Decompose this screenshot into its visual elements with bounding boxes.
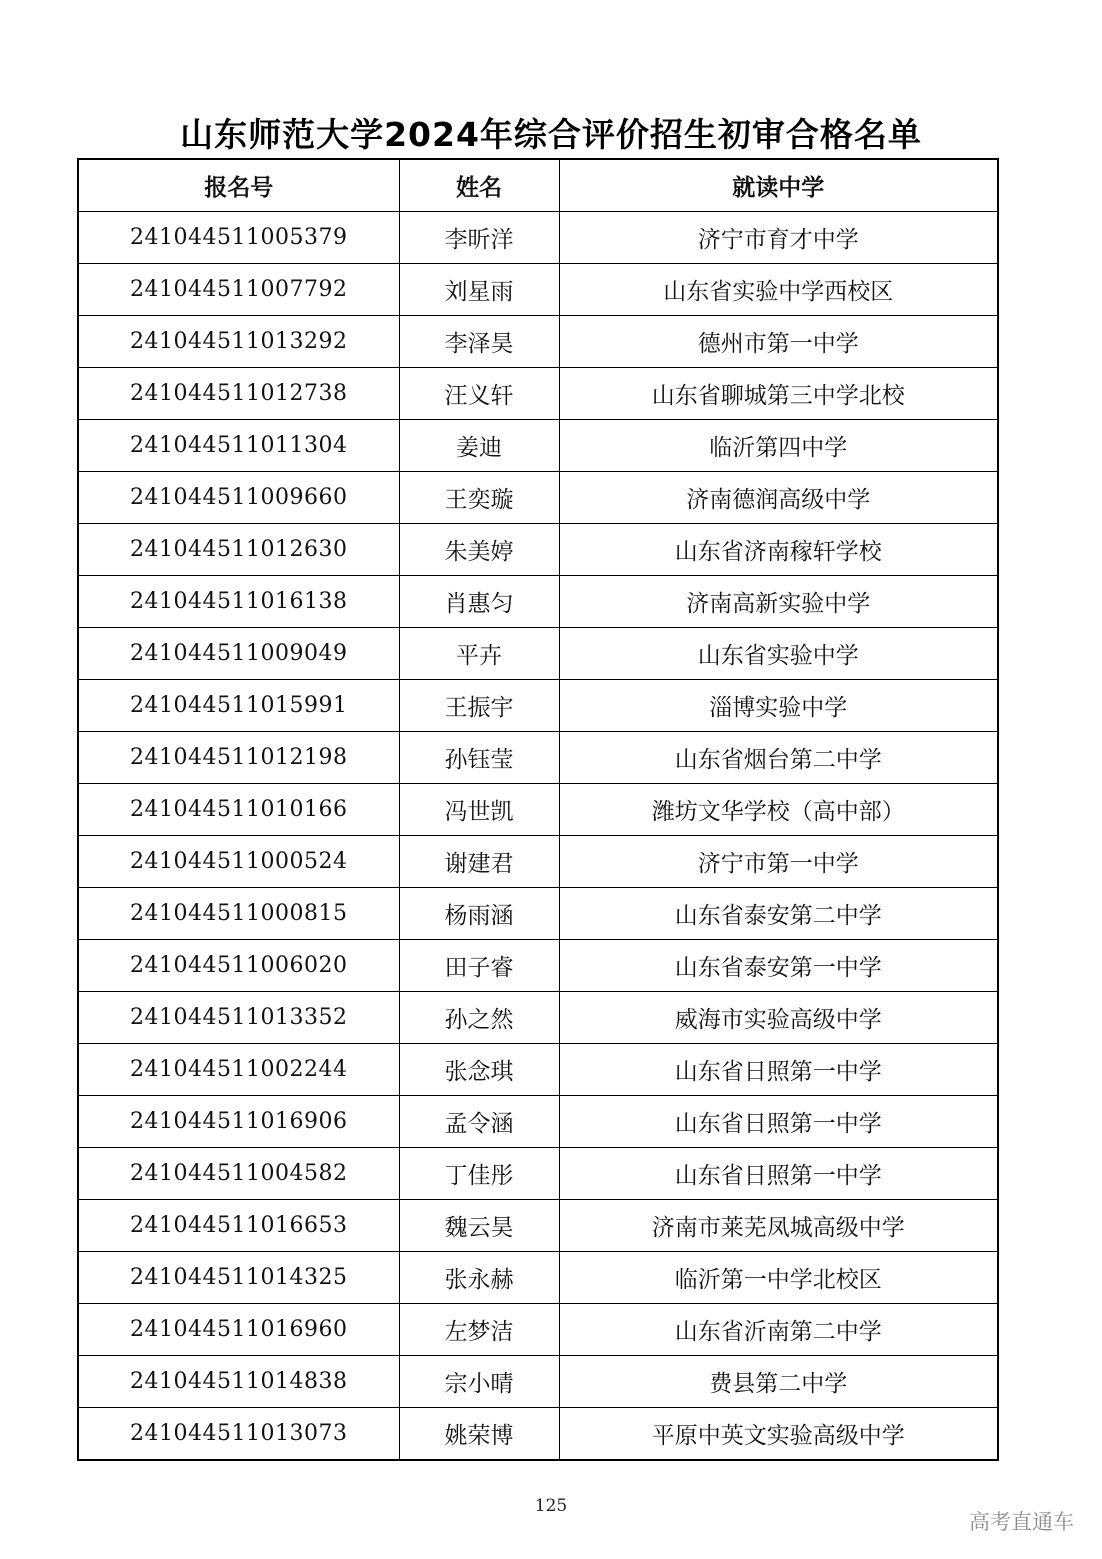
table-row <box>78 1356 998 1408</box>
student-name-cell: 张念琪 <box>399 1044 559 1096</box>
school-name-cell: 山东省实验中学西校区 <box>559 264 998 316</box>
student-name-cell: 王奕璇 <box>399 472 559 524</box>
table-row <box>78 940 998 992</box>
table-row <box>78 784 998 836</box>
registration-number-cell: 241044511013352 <box>78 992 399 1044</box>
registration-number-cell: 241044511012630 <box>78 524 399 576</box>
table-row <box>78 1252 998 1304</box>
student-name-cell: 谢建君 <box>399 836 559 888</box>
registration-number-cell: 241044511009660 <box>78 472 399 524</box>
registration-number-cell: 241044511013073 <box>78 1408 399 1461</box>
table-row <box>78 264 998 316</box>
school-name-cell: 山东省日照第一中学 <box>559 1096 998 1148</box>
student-name-cell: 平卉 <box>399 628 559 680</box>
school-name-cell: 平原中英文实验高级中学 <box>559 1408 998 1461</box>
table-row <box>78 420 998 472</box>
student-name-cell: 肖惠匀 <box>399 576 559 628</box>
school-name-cell: 山东省烟台第二中学 <box>559 732 998 784</box>
school-name-cell: 潍坊文华学校（高中部） <box>559 784 998 836</box>
student-name-cell: 姜迪 <box>399 420 559 472</box>
student-name-cell: 刘星雨 <box>399 264 559 316</box>
student-name-cell: 丁佳彤 <box>399 1148 559 1200</box>
table-row <box>78 628 998 680</box>
table-row <box>78 212 998 264</box>
student-name-cell: 李泽昊 <box>399 316 559 368</box>
student-name-cell: 孙钰莹 <box>399 732 559 784</box>
qualified-list-table <box>77 158 999 1461</box>
registration-number-cell: 241044511000815 <box>78 888 399 940</box>
registration-number-cell: 241044511016906 <box>78 1096 399 1148</box>
registration-number-cell: 241044511002244 <box>78 1044 399 1096</box>
table-row <box>78 732 998 784</box>
student-name-cell: 左梦洁 <box>399 1304 559 1356</box>
table-body <box>78 212 998 1461</box>
page-number: 125 <box>534 1496 568 1516</box>
registration-number-cell: 241044511014325 <box>78 1252 399 1304</box>
registration-number-cell: 241044511007792 <box>78 264 399 316</box>
registration-number-cell: 241044511006020 <box>78 940 399 992</box>
registration-number-cell: 241044511011304 <box>78 420 399 472</box>
school-name-cell: 山东省聊城第三中学北校 <box>559 368 998 420</box>
column-header-name: 姓名 <box>399 159 559 212</box>
column-header-registration-number: 报名号 <box>78 159 399 212</box>
table-row <box>78 576 998 628</box>
student-name-cell: 田子睿 <box>399 940 559 992</box>
school-name-cell: 临沂第一中学北校区 <box>559 1252 998 1304</box>
student-name-cell: 孙之然 <box>399 992 559 1044</box>
registration-number-cell: 241044511012198 <box>78 732 399 784</box>
registration-number-cell: 241044511013292 <box>78 316 399 368</box>
watermark-text: 高考直通车 <box>969 1510 1074 1534</box>
registration-number-cell: 241044511014838 <box>78 1356 399 1408</box>
table-row <box>78 888 998 940</box>
table-row <box>78 1408 998 1461</box>
school-name-cell: 费县第二中学 <box>559 1356 998 1408</box>
table-row <box>78 680 998 732</box>
table-row <box>78 316 998 368</box>
student-name-cell: 冯世凯 <box>399 784 559 836</box>
student-name-cell: 宗小晴 <box>399 1356 559 1408</box>
table-row <box>78 472 998 524</box>
table-header <box>78 159 998 212</box>
school-name-cell: 山东省泰安第二中学 <box>559 888 998 940</box>
table-row <box>78 1044 998 1096</box>
column-header-school: 就读中学 <box>559 159 998 212</box>
student-name-cell: 王振宇 <box>399 680 559 732</box>
table-row <box>78 1148 998 1200</box>
school-name-cell: 山东省济南稼轩学校 <box>559 524 998 576</box>
school-name-cell: 德州市第一中学 <box>559 316 998 368</box>
school-name-cell: 山东省实验中学 <box>559 628 998 680</box>
school-name-cell: 山东省沂南第二中学 <box>559 1304 998 1356</box>
school-name-cell: 济南高新实验中学 <box>559 576 998 628</box>
registration-number-cell: 241044511012738 <box>78 368 399 420</box>
registration-number-cell: 241044511010166 <box>78 784 399 836</box>
table-row <box>78 1096 998 1148</box>
table-row <box>78 836 998 888</box>
student-name-cell: 杨雨涵 <box>399 888 559 940</box>
school-name-cell: 济南德润高级中学 <box>559 472 998 524</box>
student-name-cell: 李昕洋 <box>399 212 559 264</box>
registration-number-cell: 241044511015991 <box>78 680 399 732</box>
registration-number-cell: 241044511000524 <box>78 836 399 888</box>
student-name-cell: 张永赫 <box>399 1252 559 1304</box>
school-name-cell: 淄博实验中学 <box>559 680 998 732</box>
student-name-cell: 孟令涵 <box>399 1096 559 1148</box>
table-row <box>78 368 998 420</box>
school-name-cell: 山东省泰安第一中学 <box>559 940 998 992</box>
registration-number-cell: 241044511005379 <box>78 212 399 264</box>
school-name-cell: 山东省日照第一中学 <box>559 1044 998 1096</box>
student-name-cell: 魏云昊 <box>399 1200 559 1252</box>
registration-number-cell: 241044511016960 <box>78 1304 399 1356</box>
table-row <box>78 992 998 1044</box>
header-row <box>78 159 998 212</box>
table-row <box>78 1200 998 1252</box>
registration-number-cell: 241044511009049 <box>78 628 399 680</box>
student-name-cell: 姚荣博 <box>399 1408 559 1461</box>
page-title: 山东师范大学2024年综合评价招生初审合格名单 <box>180 115 922 154</box>
student-name-cell: 朱美婷 <box>399 524 559 576</box>
school-name-cell: 山东省日照第一中学 <box>559 1148 998 1200</box>
registration-number-cell: 241044511004582 <box>78 1148 399 1200</box>
school-name-cell: 济宁市育才中学 <box>559 212 998 264</box>
registration-number-cell: 241044511016653 <box>78 1200 399 1252</box>
table-row <box>78 1304 998 1356</box>
school-name-cell: 威海市实验高级中学 <box>559 992 998 1044</box>
registration-number-cell: 241044511016138 <box>78 576 399 628</box>
school-name-cell: 临沂第四中学 <box>559 420 998 472</box>
table-row <box>78 524 998 576</box>
school-name-cell: 济南市莱芜凤城高级中学 <box>559 1200 998 1252</box>
student-name-cell: 汪义轩 <box>399 368 559 420</box>
school-name-cell: 济宁市第一中学 <box>559 836 998 888</box>
